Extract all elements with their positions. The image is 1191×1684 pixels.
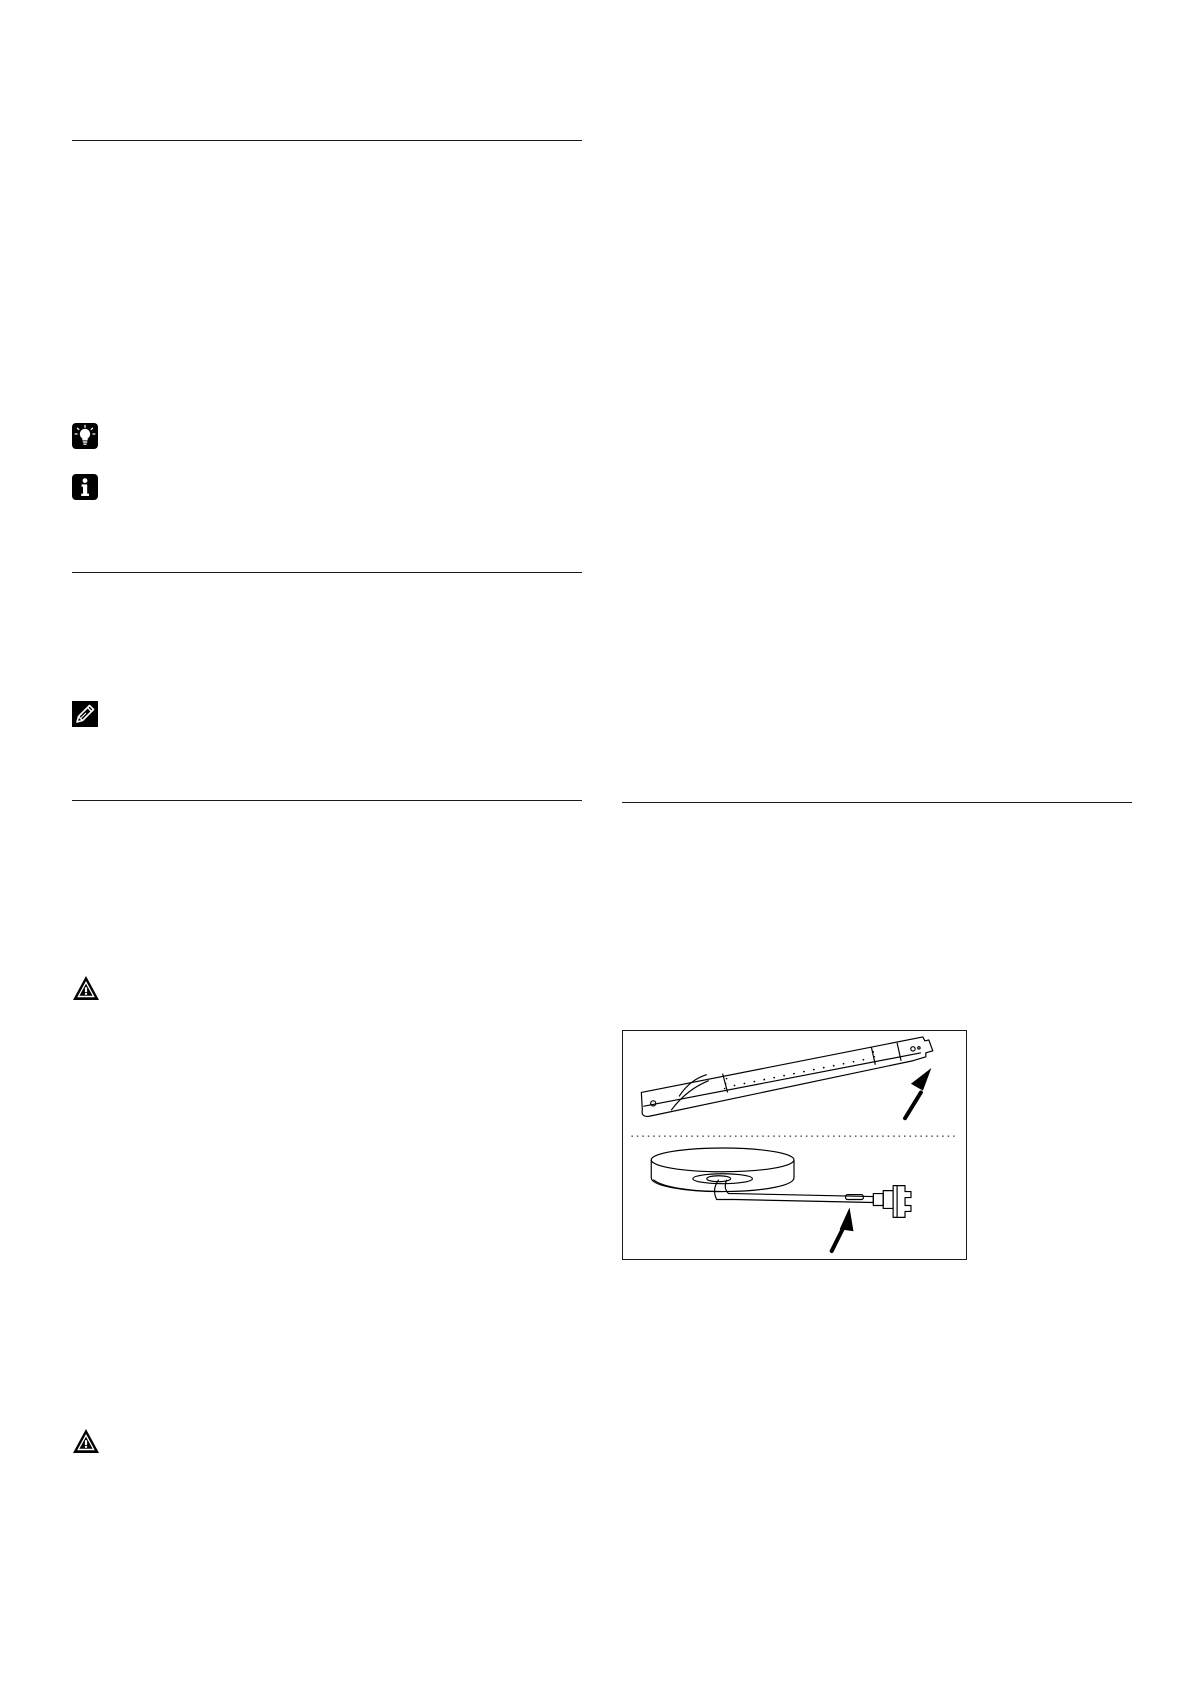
section-rule-3: [72, 800, 582, 801]
arrow-icon: [905, 1063, 935, 1118]
arrow-icon: [832, 1207, 854, 1251]
tube-burner: [641, 1037, 932, 1116]
section-rule-1: [72, 140, 582, 141]
info-icon: [72, 474, 98, 500]
section-rule-2: [72, 572, 582, 573]
lightbulb-icon: [72, 423, 98, 449]
burner-illustration: [622, 1030, 967, 1260]
warning-icon: [72, 1428, 100, 1454]
pencil-note-icon: [72, 701, 98, 727]
round-burner: [651, 1148, 911, 1217]
section-rule-4: [622, 802, 1132, 803]
warning-icon: [72, 975, 100, 1001]
